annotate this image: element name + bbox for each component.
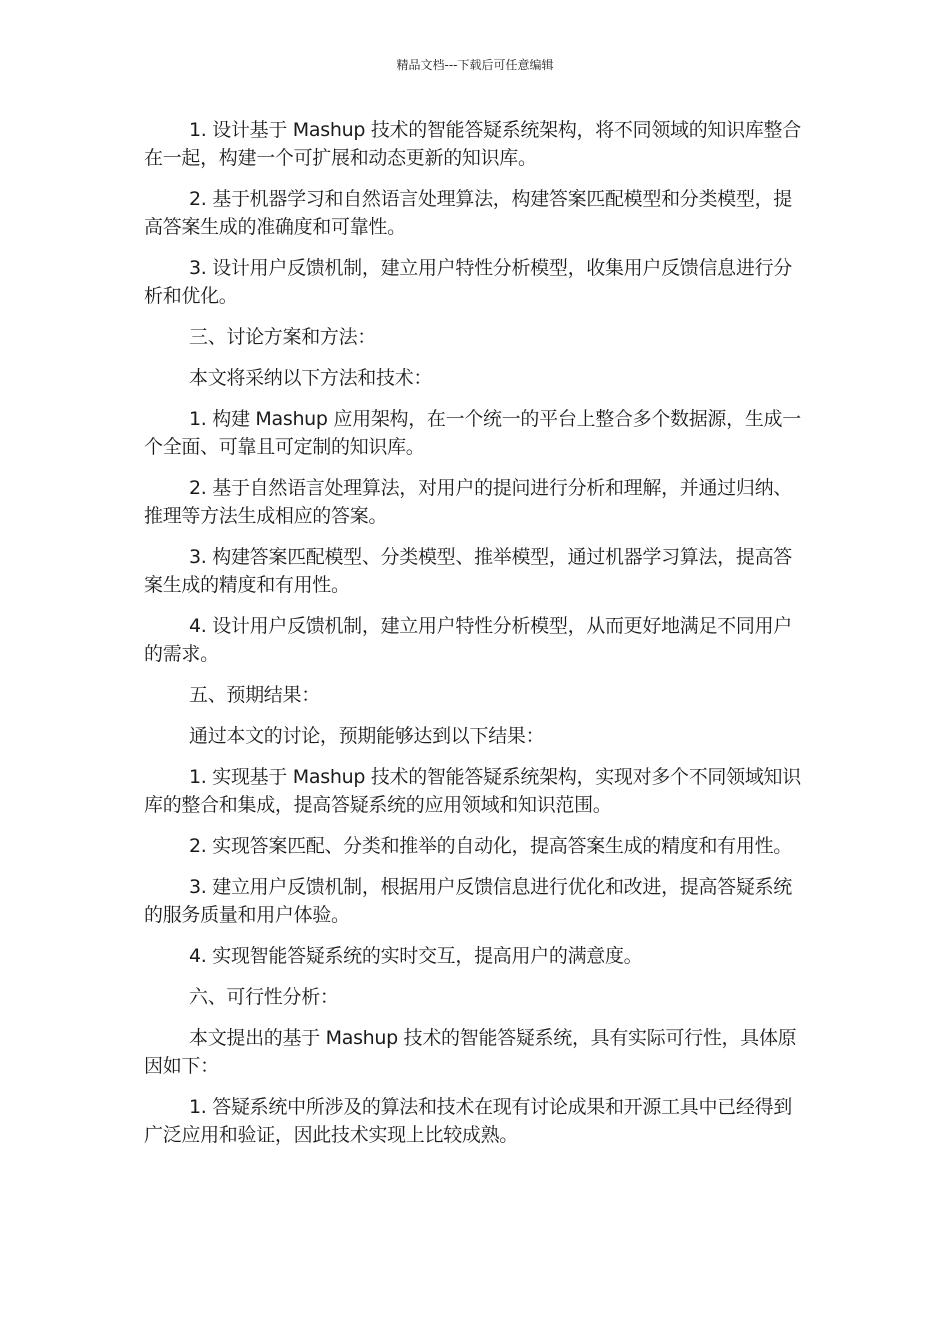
paragraph-results-intro: 通过本文的讨论，预期能够达到以下结果： [189, 725, 545, 747]
page-header: 精品文档---下载后可任意编辑 [396, 58, 554, 72]
paragraph-method-4: 4. 设计用户反馈机制，建立用户特性分析模型，从而更好地满足不同用户的需求。 [144, 615, 792, 665]
paragraph-result-1: 1. 实现基于 Mashup 技术的智能答疑系统架构，实现对多个不同领域知识库的整合和集成，提高答疑系统的应用领域和知识范围。 [144, 766, 801, 816]
paragraph-feasibility-1: 1. 答疑系统中所涉及的算法和技术在现有讨论成果和开源工具中已经得到广泛应用和验证，因此技术实现上比较成熟。 [144, 1096, 792, 1146]
paragraph-feasibility-intro: 本文提出的基于 Mashup 技术的智能答疑系统，具有实际可行性，具体原因如下： [144, 1027, 797, 1077]
paragraph-result-4: 4. 实现智能答疑系统的实时交互，提高用户的满意度。 [189, 945, 643, 967]
document-body [144, 116, 806, 1162]
paragraph-method-3: 3. 构建答案匹配模型、分类模型、推举模型，通过机器学习算法，提高答案生成的精度和有用性。 [144, 546, 792, 596]
paragraph-result-2: 2. 实现答案匹配、分类和推举的自动化，提高答案生成的精度和有用性。 [189, 835, 792, 857]
section-heading-methods: 三、讨论方案和方法： [189, 326, 377, 348]
paragraph-methods-intro: 本文将采纳以下方法和技术： [189, 367, 433, 389]
paragraph-objective-1: 1. 设计基于 Mashup 技术的智能答疑系统架构，将不同领域的知识库整合在一起，构建一个可扩展和动态更新的知识库。 [144, 119, 801, 169]
paragraph-method-2: 2. 基于自然语言处理算法，对用户的提问进行分析和理解，并通过归纳、推理等方法生成相应的答案。 [144, 477, 792, 527]
section-heading-results: 五、预期结果： [189, 684, 320, 706]
paragraph-result-3: 3. 建立用户反馈机制，根据用户反馈信息进行优化和改进，提高答疑系统的服务质量和用户体验。 [144, 876, 792, 926]
paragraph-objective-2: 2. 基于机器学习和自然语言处理算法，构建答案匹配模型和分类模型，提高答案生成的准确度和可靠性。 [144, 188, 792, 238]
section-heading-feasibility: 六、可行性分析： [189, 986, 339, 1008]
paragraph-objective-3: 3. 设计用户反馈机制，建立用户特性分析模型，收集用户反馈信息进行分析和优化。 [144, 257, 792, 307]
paragraph-method-1: 1. 构建 Mashup 应用架构，在一个统一的平台上整合多个数据源，生成一个全面、可靠且可定制的知识库。 [144, 408, 801, 458]
